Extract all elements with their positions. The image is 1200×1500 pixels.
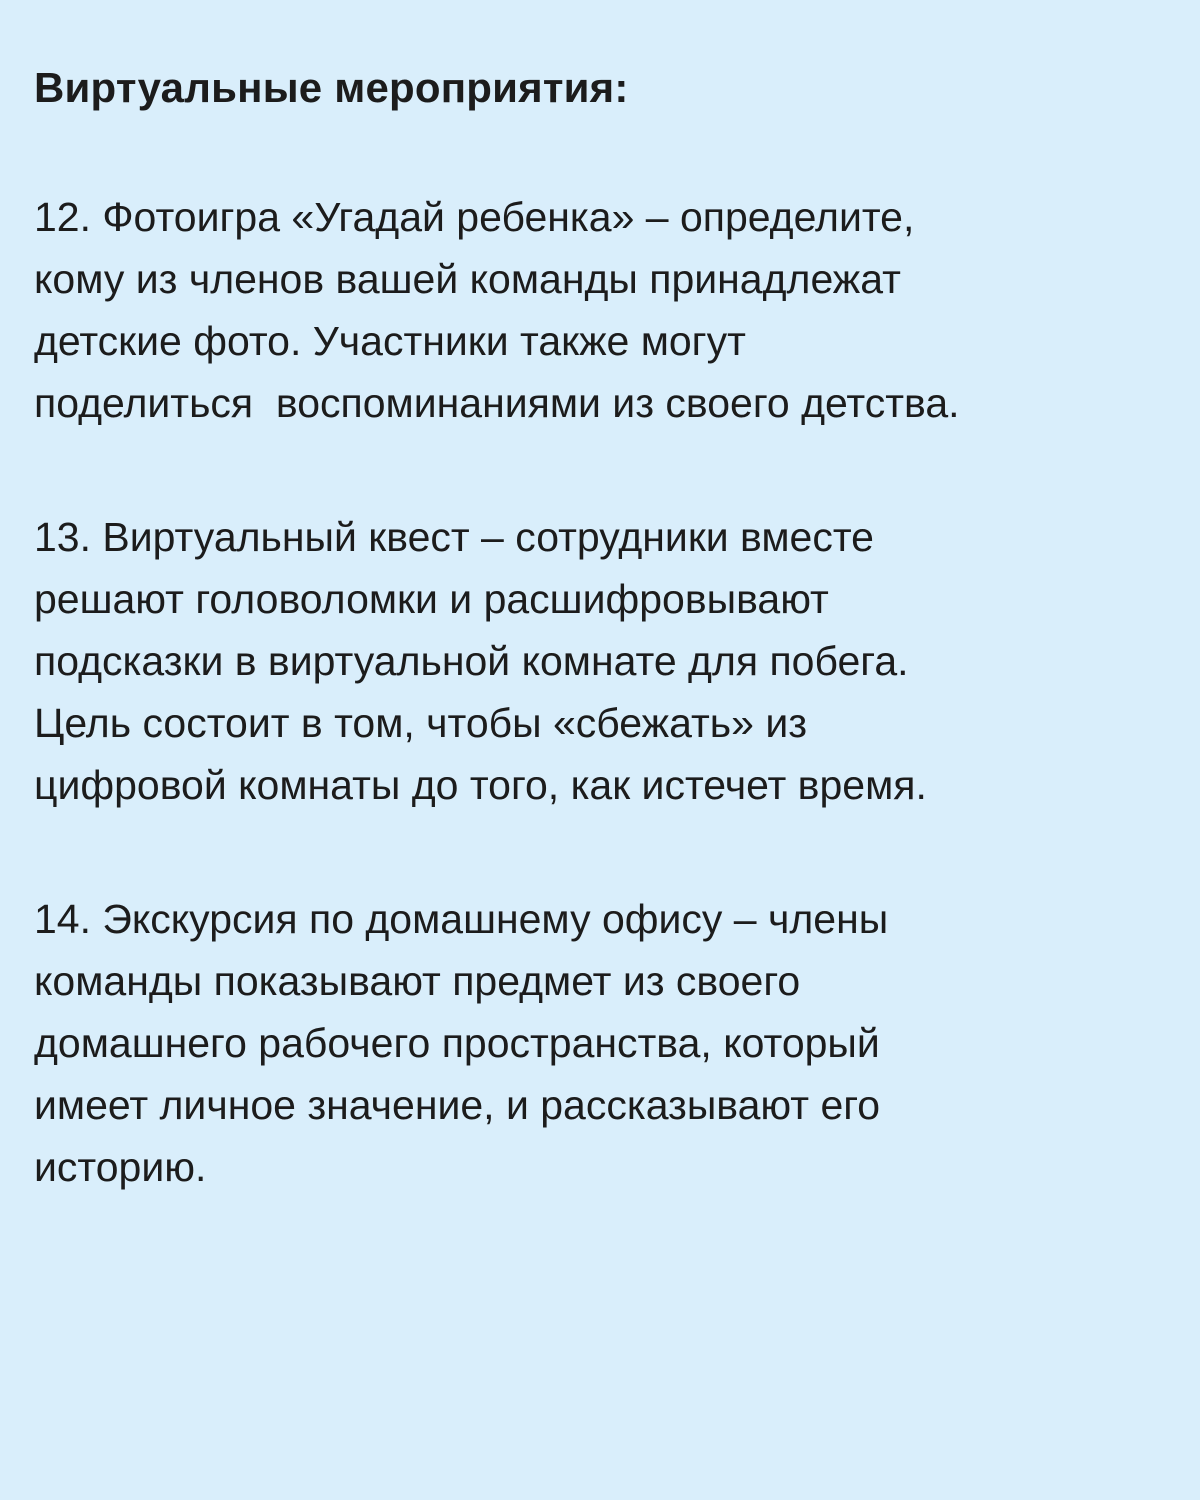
item-14-line-2: команды показывают предмет из своего — [34, 958, 801, 1004]
item-14-line-3: домашнего рабочего пространства, который — [34, 1020, 880, 1066]
item-12-line-1: 12. Фотоигра «Угадай ребенка» – определите, — [34, 194, 915, 240]
item-13-line-5: цифровой комнаты до того, как истечет время. — [34, 762, 927, 808]
item-14-line-5: историю. — [34, 1144, 207, 1190]
item-14-line-1: 14. Экскурсия по домашнему офису – члены — [34, 896, 889, 942]
item-13-line-3: подсказки в виртуальной комнате для побега. — [34, 638, 909, 684]
list-item-13 — [34, 506, 1160, 816]
item-14-line-4: имеет личное значение, и рассказывают его — [34, 1082, 881, 1128]
list-item-12 — [34, 186, 1160, 434]
item-12-line-2: кому из членов вашей команды принадлежат — [34, 256, 901, 302]
item-12-line-4: поделиться воспоминаниями из своего детства. — [34, 380, 960, 426]
item-12-line-3: детские фото. Участники также могут — [34, 318, 746, 364]
list-item-14 — [34, 888, 1160, 1198]
page-title: Виртуальные мероприятия: — [34, 64, 629, 111]
item-13-line-2: решают головоломки и расшифровывают — [34, 576, 829, 622]
item-13-line-4: Цель состоит в том, чтобы «сбежать» из — [34, 700, 808, 746]
item-13-line-1: 13. Виртуальный квест – сотрудники вместе — [34, 514, 874, 560]
